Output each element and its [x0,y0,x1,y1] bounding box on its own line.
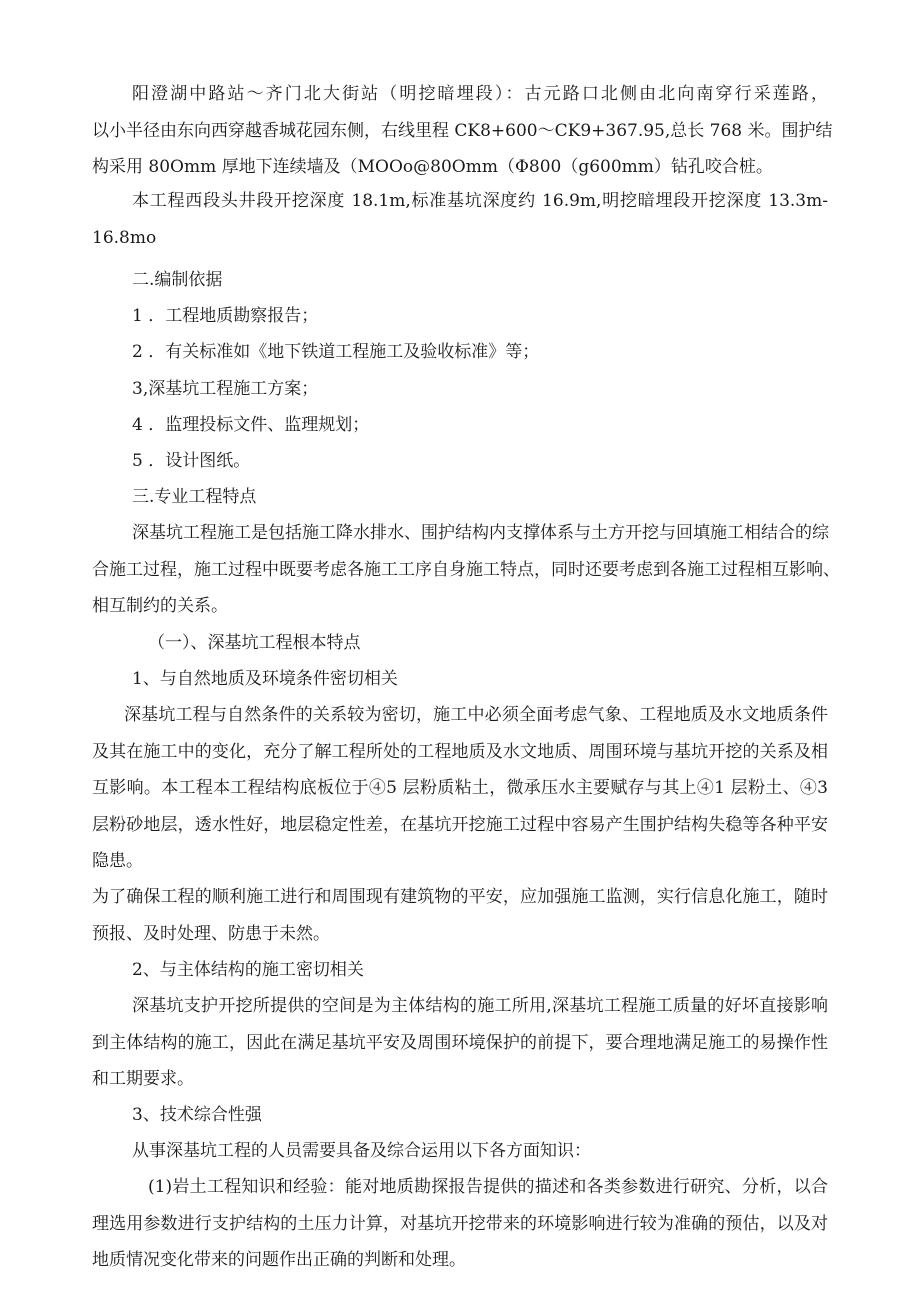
paragraph-line: 深基坑工程与自然条件的关系较为密切，施工中必须全面考虑气象、工程地质及水文地质条件 [124,705,828,725]
main-structure-paragraph [92,988,828,1098]
subsection-heading: （一）、深基坑工程根本特点 [148,633,361,653]
point-heading: 1、与自然地质及环境条件密切相关 [132,669,398,689]
paragraph-line: 隐患。 [92,851,143,871]
section-heading: 三.专业工程特点 [132,487,257,507]
paragraph-line: 互影响。本工程本工程结构底板位于④5 层粉质粘土，微承压水主要赋存与其上④1 层粉土、④3 [92,778,828,798]
paragraph-line: 深基坑支护开挖所提供的空间是为主体结构的施工所用,深基坑工程施工质量的好坏直接影响 [132,996,828,1016]
project-description-paragraph [92,76,833,186]
paragraph-line: 合施工过程，施工过程中既要考虑各施工工序自身施工特点，同时还要考虑到各施工过程相互影响、 [92,559,840,580]
basis-list-item: 1 ．工程地质勘察报告； [132,306,319,326]
paragraph-line: 本工程西段头井段开挖深度 18.1m,标准基坑深度约 16.9m,明挖暗埋段开挖深度 13.3m- [132,191,828,211]
basis-list-item: 5 ．设计图纸。 [132,451,251,471]
point-heading: 3、技术综合性强 [132,1105,262,1125]
section-heading: 二.编制依据 [132,270,223,290]
paragraph-line: 理选用参数进行支护结构的土压力计算，对基坑开挖带来的环境影响进行较为准确的预估，以及对 [92,1213,828,1234]
construction-features-paragraph [92,515,840,625]
monitoring-paragraph [92,879,828,952]
paragraph-line: 构采用 80Omm 厚地下连续墙及（MOOo@80Omm（Φ800（g600mm）钻孔咬合桩。 [92,157,773,177]
paragraph-line: 为了确保工程的顺利施工进行和周围现有建筑物的平安，应加强施工监测，实行信息化施工，随时 [92,887,828,907]
paragraph-line: 层粉砂地层，透水性好，地层稳定性差，在基坑开挖施工过程中容易产生围护结构失稳等各种平安 [92,814,828,835]
paragraph-line: 到主体结构的施工，因此在满足基坑平安及周围环境保护的前提下，要合理地满足施工的易操作性 [92,1032,828,1053]
point-heading: 2、与主体结构的施工密切相关 [132,960,364,980]
paragraph-line: 深基坑工程施工是包括施工降水排水、围护结构内支撑体系与土方开挖与回填施工相结合的综 [132,523,829,543]
paragraph-line: 以小半径由东向西穿越香城花园东侧，右线里程 CK8+600～CK9+367.95,总长 768 米。围护结 [92,120,833,141]
basis-list-item: 4 ．监理投标文件、监理规划； [132,415,370,435]
basis-list-item: 2 ．有关标准如《地下铁道工程施工及验收标准》等； [132,342,540,362]
excavation-depth-paragraph [92,183,828,256]
knowledge-intro-paragraph: 从事深基坑工程的人员需要具备及综合运用以下各方面知识： [132,1141,591,1161]
geology-paragraph [92,697,828,880]
paragraph-line: 预报、及时处理、防患于未然。 [92,923,330,944]
geotechnical-knowledge-paragraph [92,1169,828,1279]
paragraph-line: 地质情况变化带来的问题作出正确的判断和处理。 [92,1250,466,1270]
paragraph-line: 相互制约的关系。 [92,596,228,616]
basis-list-item: 3,深基坑工程施工方案； [132,379,319,399]
paragraph-line: 及其在施工中的变化，充分了解工程所处的工程地质及水文地质、周围环境与基坑开挖的关系及相 [92,741,828,762]
paragraph-line: (1)岩土工程知识和经验：能对地质勘探报告提供的描述和各类参数进行研究、分析，以合 [148,1177,828,1197]
paragraph-line: 阳澄湖中路站～齐门北大街站（明挖暗埋段）：古元路口北侧由北向南穿行采莲路， [132,84,828,104]
paragraph-line: 16.8mo [92,227,157,248]
paragraph-line: 和工期要求。 [92,1069,194,1089]
